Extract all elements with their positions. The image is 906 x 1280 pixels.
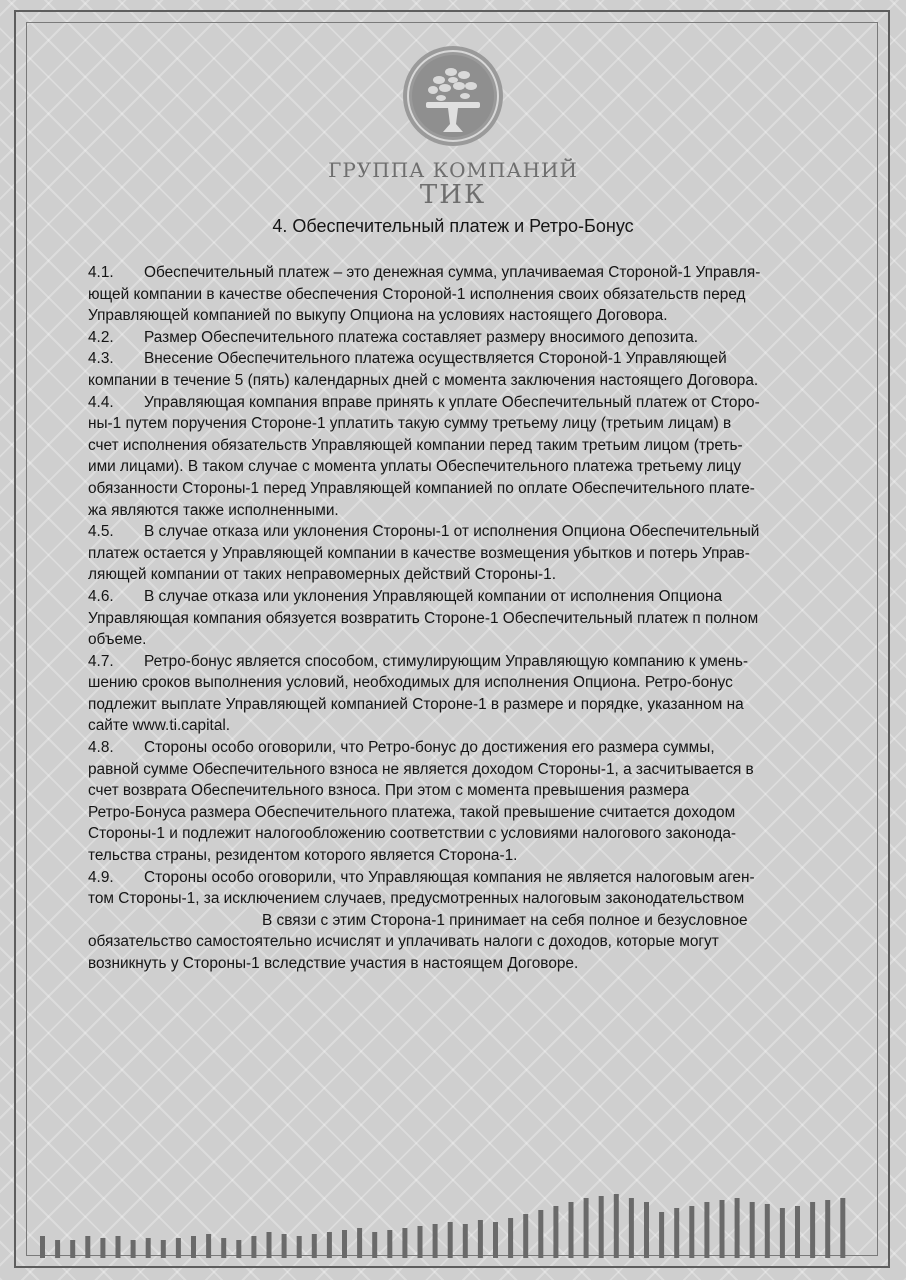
clause-text: В связи с этим Сторона-1 принимает на себя полное и безусловное xyxy=(262,911,748,929)
clause-text: ны-1 путем поручения Стороне-1 уплатить такую сумму третьему лицу (третьим лицам) в xyxy=(88,415,732,433)
clause-text: тельства страны, резидентом которого является Сторона-1. xyxy=(88,847,518,865)
clause-text: платеж остается у Управляющей компании в качестве возмещения убытков и потерь Управ- xyxy=(88,544,750,562)
clause-text: счет возврата Обеспечительного взноса. При этом с момента превышения размера xyxy=(88,782,690,800)
decor-bar xyxy=(735,1198,740,1258)
clause-text: Размер Обеспечительного платежа составляет размеру вносимого депозита. xyxy=(144,328,699,346)
clause-text: Управляющей компанией по выкупу Опциона на условиях настоящего Договора. xyxy=(88,307,668,325)
decor-bar xyxy=(659,1212,664,1258)
decor-bar xyxy=(342,1230,347,1258)
decor-bar xyxy=(297,1236,302,1258)
clause-text: ющей компании в качестве обеспечения Стороной-1 исполнения своих обязательств перед xyxy=(88,285,746,303)
clause-text: Стороны особо оговорили, что Управляющая компания не является налоговым аген- xyxy=(144,868,755,886)
decor-bar xyxy=(810,1202,815,1258)
decor-bar xyxy=(629,1198,634,1258)
decor-bar xyxy=(689,1206,694,1258)
clause-text: равной сумме Обеспечительного взноса не является доходом Стороны-1, а засчитывается в xyxy=(88,760,754,778)
clause-text: возникнуть у Стороны-1 вследствие участия в настоящем Договоре. xyxy=(88,955,579,972)
clause-number: 4.4. xyxy=(88,393,114,411)
decor-bar xyxy=(508,1218,513,1258)
clause-text: обязательство самостоятельно исчислят и уплачивать налоги с доходов, которые могут xyxy=(88,933,719,951)
clause-number: 4.7. xyxy=(88,652,114,670)
clause-text: ляющей компании от таких неправомерных действий Стороны-1. xyxy=(88,566,557,584)
clause-number: 4.1. xyxy=(88,264,114,281)
clause-text: компании в течение 5 (пять) календарных дней с момента заключения настоящего Договора. xyxy=(88,371,759,389)
decor-bar xyxy=(825,1200,830,1258)
clause-number: 4.8. xyxy=(88,739,114,757)
clause-text: Ретро-бонус является способом, стимулирующим Управляющую компанию к умень- xyxy=(144,652,749,670)
decor-bar xyxy=(191,1236,196,1258)
section-title: 4. Обеспечительный платеж и Ретро-Бонус xyxy=(272,216,634,236)
decor-bar xyxy=(840,1198,845,1258)
decor-bar xyxy=(644,1202,649,1258)
decor-bar xyxy=(553,1206,558,1258)
decor-bar xyxy=(282,1234,287,1258)
decor-bar xyxy=(161,1240,166,1258)
clause-number: 4.6. xyxy=(88,587,114,605)
decor-bar xyxy=(538,1210,543,1258)
decor-bar xyxy=(523,1214,528,1258)
decor-bar xyxy=(720,1200,725,1258)
decor-bar xyxy=(327,1232,332,1258)
decor-bar xyxy=(312,1234,317,1258)
clause-text: шению сроков выполнения условий, необходимых для исполнения Опциона. Ретро-бонус xyxy=(88,674,733,692)
decor-bar xyxy=(448,1222,453,1258)
decor-bar xyxy=(70,1240,75,1258)
clause-text: ими лицами). В таком случае с момента уплаты Обеспечительного платежа третьему лицу xyxy=(88,458,742,476)
decor-bar xyxy=(85,1236,90,1258)
brand-abbreviation: ТИК xyxy=(419,180,487,210)
decor-bar xyxy=(765,1204,770,1258)
decor-bar xyxy=(206,1234,211,1258)
website-link-text: сайте www.ti.capital. xyxy=(88,717,231,735)
clause-text: Управляющая компания обязуется возвратить Стороне-1 Обеспечительный платеж п полном xyxy=(88,609,759,627)
decor-bar xyxy=(614,1194,619,1258)
decor-bar xyxy=(418,1226,423,1258)
decor-bar xyxy=(674,1208,679,1258)
decor-bar xyxy=(357,1228,362,1258)
clause-text: объеме. xyxy=(88,631,147,649)
clause-number: 4.2. xyxy=(88,328,114,346)
decor-bar xyxy=(387,1230,392,1258)
decor-bar xyxy=(599,1196,604,1258)
decor-bar xyxy=(131,1240,136,1258)
clause-text: Внесение Обеспечительного платежа осуществляется Стороной-1 Управляющей xyxy=(144,350,727,368)
decor-bar xyxy=(569,1202,574,1258)
decor-bar xyxy=(372,1232,377,1258)
decor-bar xyxy=(116,1236,121,1258)
clause-text: Обеспечительный платеж – это денежная сумма, уплачиваемая Стороной-1 Управля- xyxy=(144,264,761,281)
decor-bar xyxy=(100,1238,105,1258)
decor-bar xyxy=(795,1206,800,1258)
decor-bar xyxy=(780,1208,785,1258)
clause-text: подлежит выплате Управляющей компанией Стороне-1 в размере и порядке, указанном на xyxy=(88,695,744,713)
clause-text: жа являются также исполненными. xyxy=(88,501,339,519)
clause-text: Управляющая компания вправе принять к уплате Обеспечительный платеж от Сторо- xyxy=(144,393,760,411)
decor-bar xyxy=(433,1224,438,1258)
decor-bar xyxy=(146,1238,151,1258)
clause-number: 4.3. xyxy=(88,350,114,368)
decor-bar xyxy=(176,1238,181,1258)
clause-number: 4.5. xyxy=(88,523,114,541)
clause-text: Стороны особо оговорили, что Ретро-бонус до достижения его размера суммы, xyxy=(144,739,715,757)
decor-bar xyxy=(463,1224,468,1258)
clause-text: В случае отказа или уклонения Стороны-1 от исполнения Опциона Обеспечительный xyxy=(144,523,760,541)
decor-bar xyxy=(402,1228,407,1258)
clause-text: обязанности Стороны-1 перед Управляющей компанией по оплате Обеспечительного плате- xyxy=(88,479,755,497)
decor-bar xyxy=(750,1202,755,1258)
decor-bar xyxy=(493,1222,498,1258)
clause-text: том Стороны-1, за исключением случаев, предусмотренных налоговым законодательством xyxy=(88,890,745,908)
decor-bar xyxy=(251,1236,256,1258)
clause-number: 4.9. xyxy=(88,868,114,886)
decor-bar xyxy=(704,1202,709,1258)
clause-text: В случае отказа или уклонения Управляющей компании от исполнения Опциона xyxy=(144,587,723,605)
decor-bar xyxy=(55,1240,60,1258)
decor-bar xyxy=(267,1232,272,1258)
brand-name: ГРУППА КОМПАНИЙ xyxy=(328,158,578,182)
clause-text: счет исполнения обязательств Управляющей компании перед таким третьим лицом (треть- xyxy=(88,436,743,454)
clause-text: Ретро-Бонуса размера Обеспечительного платежа, такой превышение считается доходом xyxy=(88,803,736,821)
decor-bar xyxy=(584,1198,589,1258)
decor-bar xyxy=(236,1240,241,1258)
decor-bar xyxy=(40,1236,45,1258)
decor-bar xyxy=(478,1220,483,1258)
decor-bar xyxy=(221,1238,226,1258)
clause-text: Стороны-1 и подлежит налогообложению соответствии с условиями налогового законода- xyxy=(88,825,737,843)
